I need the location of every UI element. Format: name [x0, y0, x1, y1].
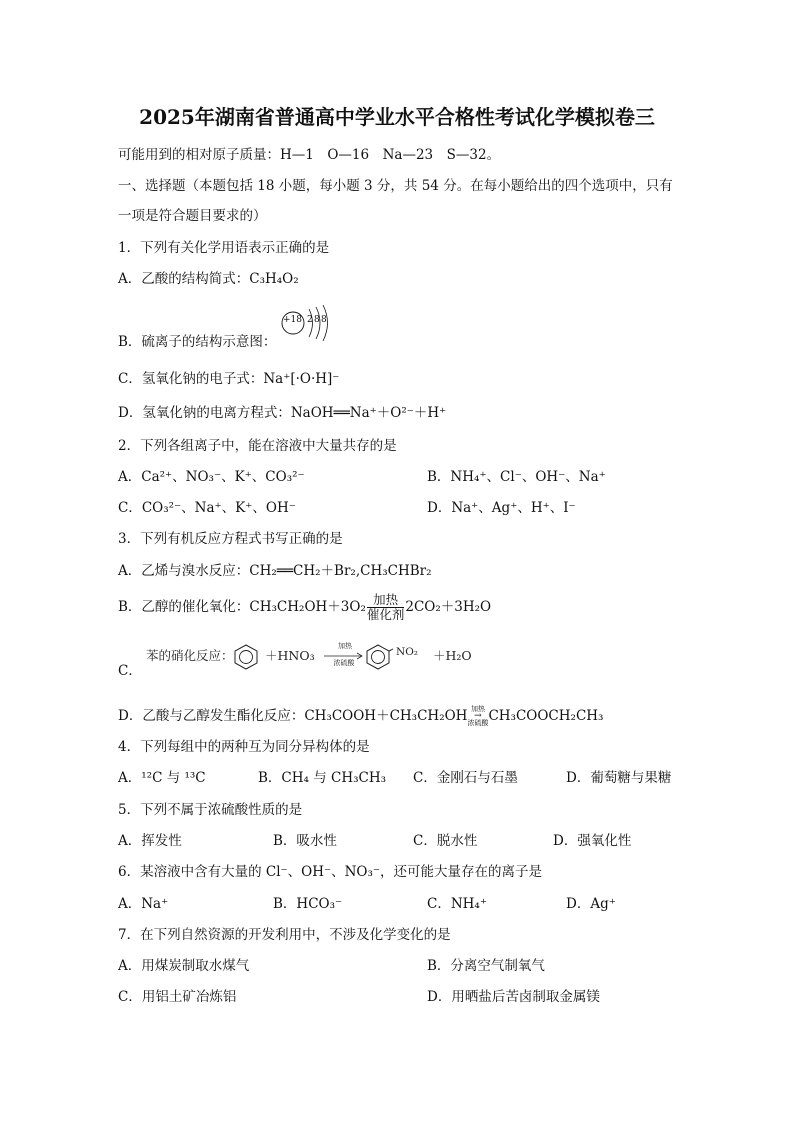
sulfide-nucleus-charge: +18 — [283, 315, 302, 325]
q4-option-b: B．CH₄ 与 CH₃CH₃ — [258, 770, 387, 786]
q7-option-d: D．用晒盐后苦卤制取金属镁 — [427, 989, 600, 1005]
page-title: 2025年湖南省普通高中学业水平合格性考试化学模拟卷三 — [139, 105, 655, 129]
q6-option-d: D．Ag⁺ — [566, 896, 616, 912]
q6-option-c: C．NH₄⁺ — [427, 896, 487, 912]
q2-option-c: C．CO₃²⁻、Na⁺、K⁺、OH⁻ — [118, 500, 296, 516]
q3-option-c-reagent: ＋HNO₃ — [265, 648, 315, 663]
q3-option-a-label: A．乙烯与溴水反应： — [118, 563, 250, 579]
q3-option-a — [118, 562, 432, 580]
q3-option-b-condition-bottom: 催化剂 — [366, 607, 405, 622]
q7-option-a: A．用煤炭制取水煤气 — [118, 958, 250, 974]
q7-stem: 7．在下列自然资源的开发利用中，不涉及化学变化的是 — [118, 927, 451, 943]
atomic-masses-note: 可能用到的相对原子质量：H—1 O—16 Na—23 S—32。 — [118, 147, 501, 163]
q3-option-c-condition-bottom: 浓硫酸 — [333, 659, 355, 667]
q3-option-d-label: D．乙酸与乙醇发生酯化反应： — [118, 708, 305, 724]
section-header-line-1: 一、选择题（本题包括 18 小题，每小题 3 分，共 54 分。在每小题给出的四个选项中，只有 — [118, 178, 673, 194]
q1-option-c-formula: Na⁺[·O·H]⁻ — [263, 371, 340, 387]
q2-stem: 2．下列各组离子中，能在溶液中大量共存的是 — [118, 438, 397, 454]
q1-option-c — [118, 370, 339, 388]
q1-option-a-label: A．乙酸的结构简式： — [118, 271, 250, 287]
sulfide-shell-2: 8 — [314, 315, 320, 325]
q3-option-c: C． — [118, 663, 142, 679]
sulfide-shell-3: 8 — [321, 315, 327, 325]
q4-stem: 4．下列每组中的两种互为同分异构体的是 — [118, 739, 370, 755]
q1-option-a — [118, 270, 299, 288]
q7-option-b: B．分离空气制氧气 — [427, 958, 545, 974]
q1-stem: 1．下列有关化学用语表示正确的是 — [118, 240, 330, 256]
q1-option-d-label: D．氢氧化钠的电离方程式： — [118, 405, 291, 421]
q4-option-d: D．葡萄糖与果糖 — [566, 770, 672, 786]
q3-option-b — [118, 592, 491, 622]
q1-option-a-formula: C₃H₄O₂ — [249, 271, 299, 287]
q3-option-c-condition-top: 加热 — [338, 642, 352, 650]
q3-option-a-equation: CH₂══CH₂＋Br₂,CH₃CHBr₂ — [249, 563, 432, 579]
q3-stem: 3．下列有机反应方程式书写正确的是 — [118, 531, 343, 547]
q7-option-c: C．用铝土矿冶炼铝 — [118, 989, 237, 1005]
q6-option-a: A．Na⁺ — [118, 896, 169, 912]
q3-option-d-condition-bottom: 浓硫酸 — [467, 719, 489, 727]
q5-option-b: B．吸水性 — [273, 833, 337, 849]
q4-option-c: C．金刚石与石墨 — [413, 770, 518, 786]
q1-option-b: B．硫离子的结构示意图： — [118, 334, 277, 350]
q3-option-d-condition — [467, 706, 488, 727]
q4-option-a: A．¹²C 与 ¹³C — [118, 770, 206, 786]
q3-option-d — [118, 706, 603, 727]
q2-option-b: B．NH₄⁺、Cl⁻、OH⁻、Na⁺ — [427, 469, 606, 485]
q5-option-a: A．挥发性 — [118, 833, 182, 849]
q3-option-d-right: CH₃COOCH₂CH₃ — [488, 708, 604, 724]
q3-option-b-label: B．乙醇的催化氧化： — [118, 599, 250, 615]
q1-option-c-label: C．氢氧化钠的电子式： — [118, 371, 264, 387]
q5-option-d: D．强氧化性 — [553, 833, 632, 849]
q1-option-d-formula: NaOH══Na⁺＋O²⁻＋H⁺ — [290, 405, 447, 421]
section-header-line-2: 一项是符合题目要求的） — [118, 208, 267, 224]
q3-option-b-condition-top: 加热 — [373, 592, 399, 607]
q6-option-b: B．HCO₃⁻ — [273, 896, 343, 912]
q5-option-c: C．脱水性 — [413, 833, 478, 849]
q3-option-c-nitro-group: NO₂ — [396, 646, 419, 658]
q3-option-b-condition — [367, 593, 405, 622]
q2-option-d: D．Na⁺、Ag⁺、H⁺、I⁻ — [427, 500, 576, 516]
q1-option-d — [118, 404, 446, 422]
q3-option-d-condition-top: 加热 — [470, 705, 485, 713]
q3-option-d-left: CH₃COOH＋CH₃CH₂OH — [304, 708, 468, 724]
q3-option-b-left: CH₃CH₂OH＋3O₂ — [249, 599, 366, 615]
q3-option-b-right: 2CO₂＋3H₂O — [405, 599, 492, 615]
q5-stem: 5．下列不属于浓硫酸性质的是 — [118, 802, 303, 818]
benzene-ring-reactant-icon — [231, 642, 261, 672]
q6-stem: 6．某溶液中含有大量的 Cl⁻、OH⁻、NO₃⁻，还可能大量存在的离子是 — [118, 864, 543, 880]
benzene-ring-product-icon — [363, 642, 393, 672]
reaction-arrow-icon: → — [474, 711, 482, 721]
q3-option-c-image-label: 苯的硝化反应： — [146, 648, 234, 663]
q2-option-a: A．Ca²⁺、NO₃⁻、K⁺、CO₃²⁻ — [118, 469, 305, 485]
sulfide-shell-1: 2 — [307, 315, 313, 325]
q3-option-c-product: ＋H₂O — [433, 648, 472, 663]
